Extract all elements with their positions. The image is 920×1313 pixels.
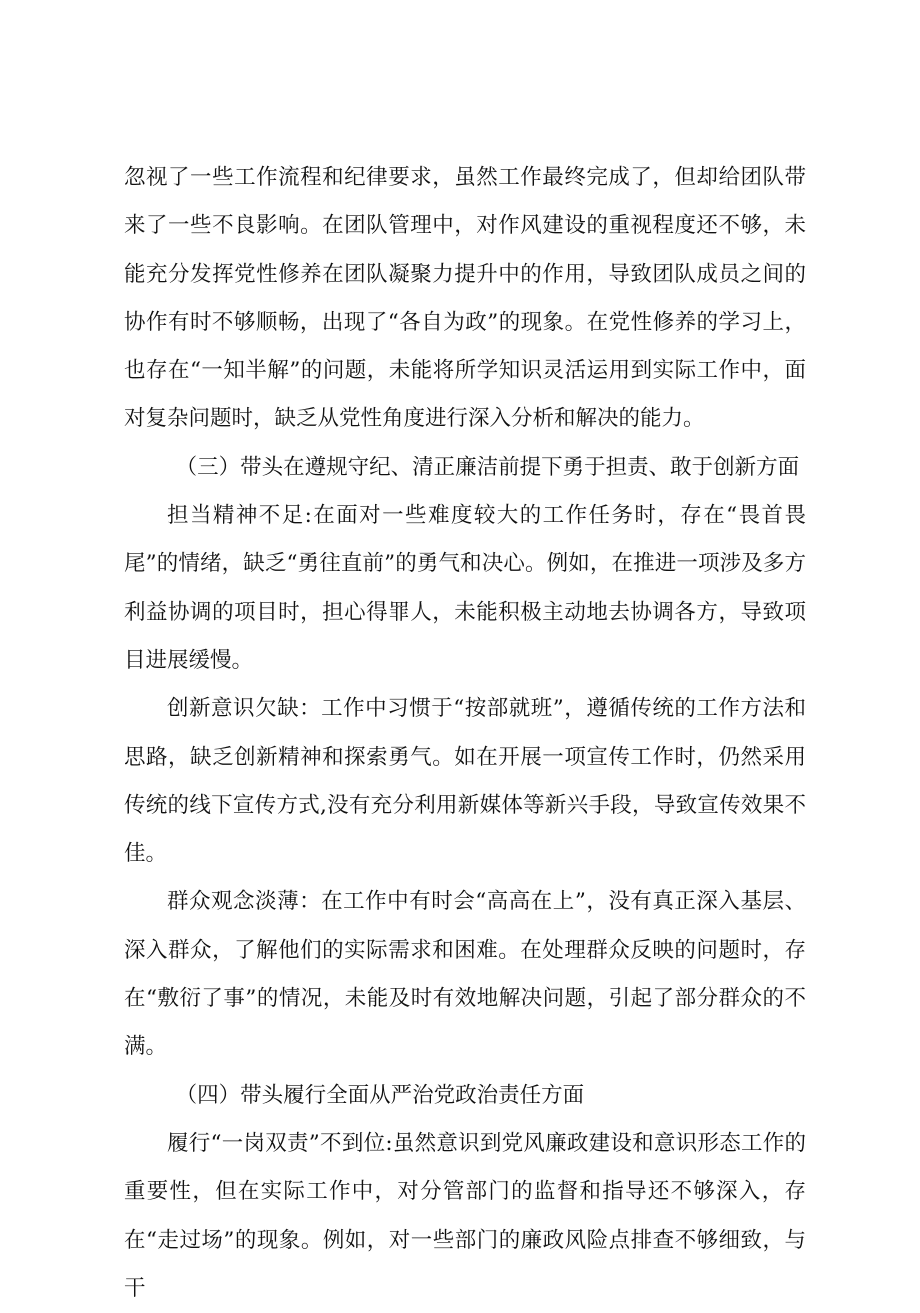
paragraph-continuation: 忽视了一些工作流程和纪律要求，虽然工作最终完成了，但却给团队带来了一些不良影响。在团队管理中，对作风建设的重视程度还不够，未能充分发挥党性修养在团队凝聚力提升中的作用，导致团队成员之间的协作有时不够顺畅，出现了“各自为政”的现象。在党性修养的学习上，也存在“一知半解”的问题，未能将所学知识灵活运用到实际工作中，面对复杂问题时，缺乏从党性角度进行深入分析和解决的能力。 [124,165,806,432]
section-heading-four: （四）带头履行全面从严治党政治责任方面 [175,1082,585,1108]
section-heading-three: （三）带头在遵规守纪、清正廉洁前提下勇于担责、敢于创新方面 [175,454,800,480]
paragraph-innovation: 创新意识欠缺：工作中习惯于“按部就班”，遵循传统的工作方法和思路，缺乏创新精神和探索勇气。如在开展一项宣传工作时，仍然采用传统的线下宣传方式,没有充分利用新媒体等新兴手段，导致宣传效果不佳。 [124,696,806,867]
paragraph-dual-duty: 履行“一岗双责”不到位:虽然意识到党风廉政建设和意识形态工作的重要性，但在实际工作中，对分管部门的监督和指导还不够深入，存在“走过场”的现象。例如，对一些部门的廉政风险点排查不够细致，与干 [124,1130,806,1301]
paragraph-responsibility: 担当精神不足:在面对一些难度较大的工作任务时，存在“畏首畏尾”的情绪，缺乏“勇往直前”的勇气和决心。例如，在推进一项涉及多方利益协调的项目时，担心得罪人，未能积极主动地去协调各方，导致项目进展缓慢。 [124,503,806,673]
document-body [124,154,806,1313]
paragraph-mass-line: 群众观念淡薄：在工作中有时会“高高在上”，没有真正深入基层、深入群众，了解他们的实际需求和困难。在处理群众反映的问题时，存在“敷衍了事”的情况，未能及时有效地解决问题，引起了部分群众的不满。 [124,889,806,1060]
